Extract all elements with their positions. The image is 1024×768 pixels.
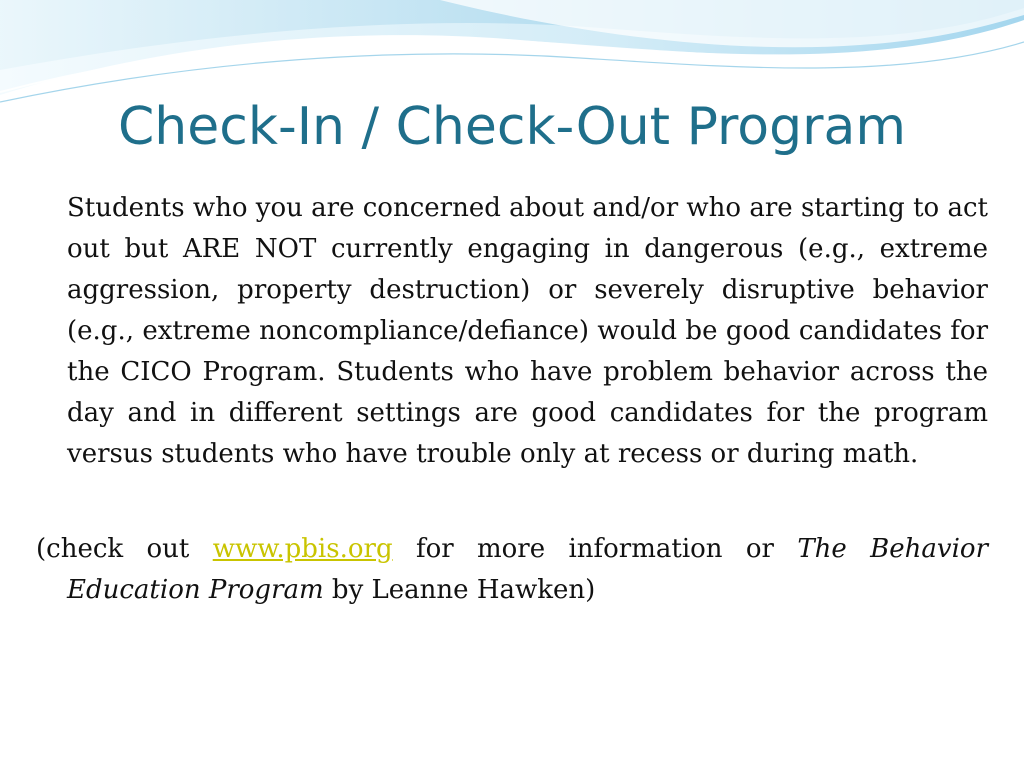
slide-body [36,188,988,611]
more-info-middle: for more information or [392,534,798,564]
more-info-suffix: by Leanne Hawken) [323,575,596,605]
book-title: The Behavior Education Program [67,534,988,605]
more-info-paragraph [36,529,988,611]
slide-title: Check-In / Check-Out Program [118,97,906,157]
more-info-prefix: (check out [36,534,213,564]
cico-description-paragraph: Students who you are concerned about and/or who are starting to act out but ARE NOT currently engaging in dangerous (e.g., extreme aggression, property destruction) or severely disruptive behavior (e.g., extreme noncompliance/defiance) would be good candidates for the CICO Program. Students who have problem behavior across the day and in different settings are good candidates for the program versus students who have trouble only at recess or during math. [67,193,988,469]
pbis-link[interactable]: www.pbis.org [212,534,393,564]
